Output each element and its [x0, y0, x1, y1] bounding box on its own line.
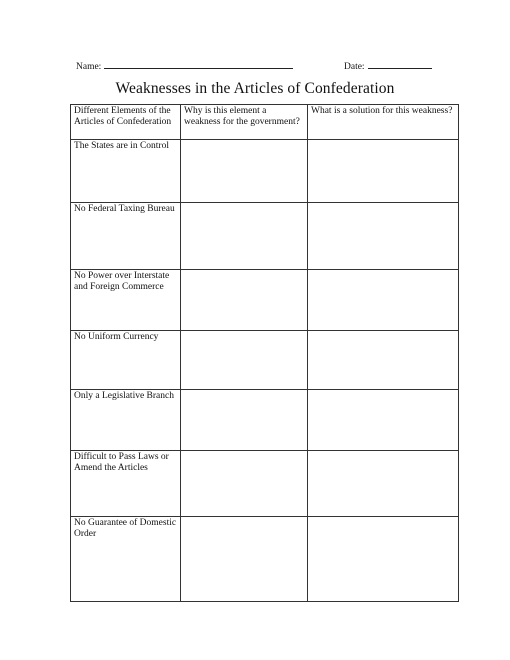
name-field [76, 60, 293, 72]
table-row [71, 203, 459, 270]
table-header-row [71, 105, 459, 140]
solution-cell[interactable] [308, 517, 459, 602]
table-row [71, 140, 459, 203]
worksheet-table [70, 104, 459, 602]
date-blank-line[interactable] [368, 60, 432, 69]
element-cell: No Federal Taxing Bureau [71, 203, 181, 270]
solution-cell[interactable] [308, 270, 459, 331]
table-row [71, 390, 459, 451]
table-row [71, 331, 459, 390]
solution-cell[interactable] [308, 390, 459, 451]
element-cell: No Power over Interstate and Foreign Commerce [71, 270, 181, 331]
why-cell[interactable] [181, 331, 308, 390]
element-cell: No Guarantee of Domestic Order [71, 517, 181, 602]
solution-cell[interactable] [308, 140, 459, 203]
name-blank-line[interactable] [104, 60, 293, 69]
column-header-why: Why is this element a weakness for the government? [181, 105, 308, 140]
why-cell[interactable] [181, 140, 308, 203]
table-row [71, 270, 459, 331]
element-cell: No Uniform Currency [71, 331, 181, 390]
column-header-elements: Different Elements of the Articles of Confederation [71, 105, 181, 140]
page-title: Weaknesses in the Articles of Confederation [115, 80, 395, 97]
solution-cell[interactable] [308, 331, 459, 390]
table-row [71, 451, 459, 517]
why-cell[interactable] [181, 270, 308, 331]
solution-cell[interactable] [308, 451, 459, 517]
element-cell: Only a Legislative Branch [71, 390, 181, 451]
why-cell[interactable] [181, 517, 308, 602]
name-label: Name: [76, 62, 102, 72]
date-field [344, 60, 432, 72]
why-cell[interactable] [181, 390, 308, 451]
solution-cell[interactable] [308, 203, 459, 270]
column-header-solution: What is a solution for this weakness? [308, 105, 459, 140]
date-label: Date: [344, 62, 365, 72]
element-cell: The States are in Control [71, 140, 181, 203]
table-row [71, 517, 459, 602]
why-cell[interactable] [181, 451, 308, 517]
element-cell: Difficult to Pass Laws or Amend the Articles [71, 451, 181, 517]
why-cell[interactable] [181, 203, 308, 270]
